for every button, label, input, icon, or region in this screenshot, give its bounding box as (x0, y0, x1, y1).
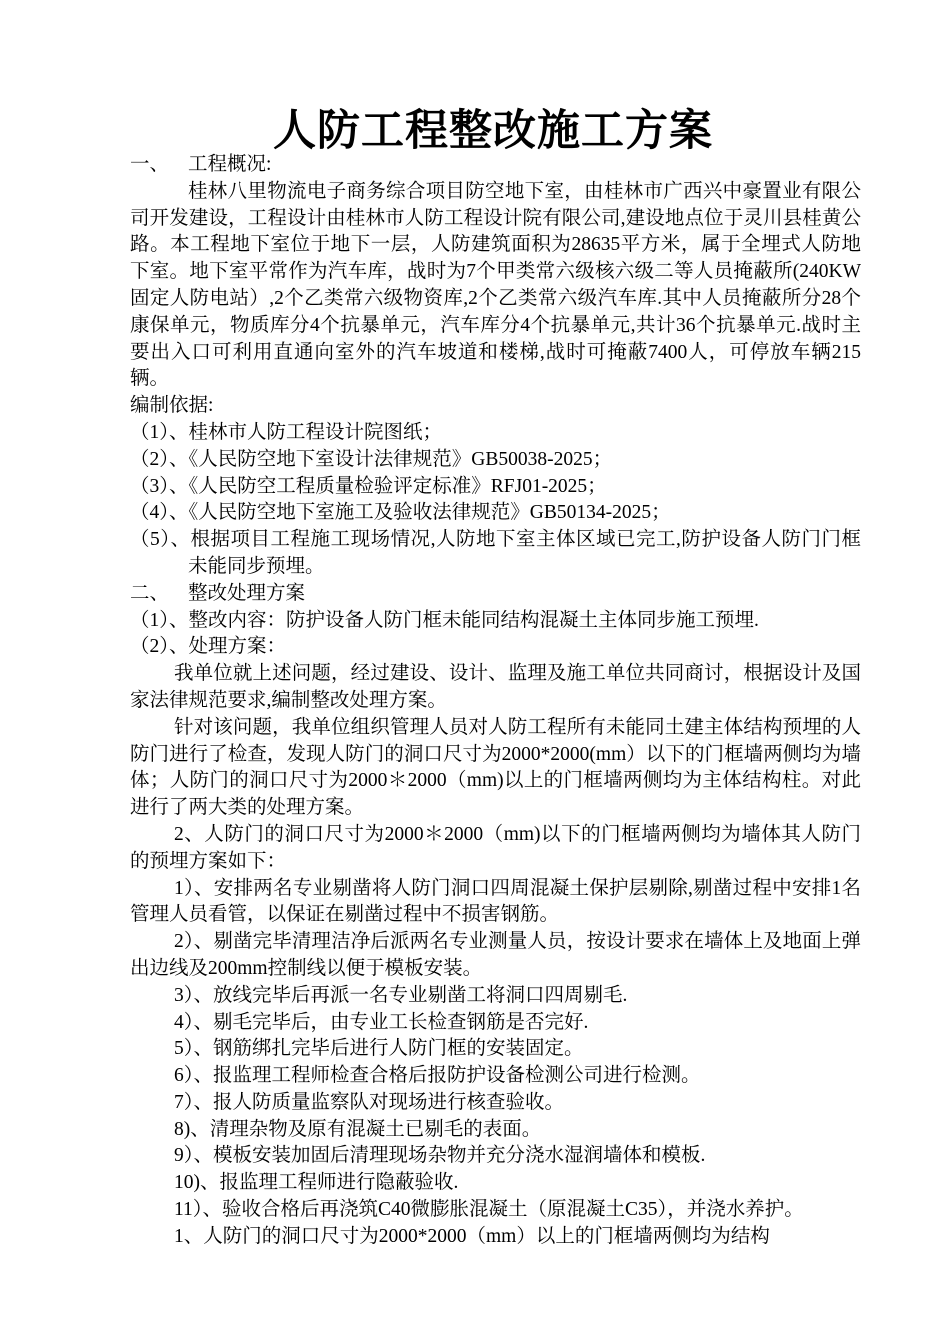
step-8: 8)、清理杂物及原有混凝土已剔毛的表面。 (174, 1118, 542, 1140)
section-2-title: 整改处理方案 (188, 582, 306, 604)
basis-item-5: （5）、根据项目工程施工现场情况,人防地下室主体区域已完工,防护设备人防门门框未能同步预埋。 (130, 529, 861, 577)
basis-item-1: （1）、桂林市人防工程设计院图纸； (130, 421, 443, 443)
overview-paragraph: 桂林八里物流电子商务综合项目防空地下室，由桂林市广西兴中豪置业有限公司开发建设，工程设计由桂林市人防工程设计院有限公司,建设地点位于灵川县桂黄公路。本工程地下室位于地下一层，人防建筑面积为28635平方米，属于全埋式人防地下室。地下室平常作为汽车库，战时为7个甲类常六级核六级二等人员掩蔽所(240KW固定人防电站）,2个乙类常六级物资库,2个乙类常六级汽车库.其中人员掩蔽所分28个康保单元，物质库分4个抗暴单元，汽车库分4个抗暴单元,共计36个抗暴单元.战时主要出入口可利用直通向室外的汽车坡道和楼梯,战时可掩蔽7400人，可停放车辆215辆。 (130, 180, 861, 390)
basis-item-3: （3）、《人民防空工程质量检验评定标准》RFJ01-2025； (130, 475, 607, 497)
section-1-heading (130, 152, 861, 179)
step-2: 2）、剔凿完毕清理洁净后派两名专业测量人员，按设计要求在墙体上及地面上弹出边线及200mm控制线以便于模板安装。 (130, 931, 861, 979)
step-1: 1）、安排两名专业剔凿将人防门洞口四周混凝土保护层剔除,剔凿过程中安排1名管理人员看管，以保证在剔凿过程中不损害钢筋。 (130, 877, 861, 926)
section-2-number: 二、 (130, 582, 170, 604)
paragraph-inspection: 针对该问题，我单位组织管理人员对人防工程所有未能同土建主体结构预埋的人防门进行了检查，发现人防门的洞口尺寸为2000*2000(mm）以下的门框墙两侧均为墙体；人防门的洞口尺寸为2000＊2000（mm)以上的门框墙两侧均为主体结构柱。对此进行了两大类的处理方案。 (130, 716, 861, 819)
step-7: 7）、报人防质量监察队对现场进行核查验收。 (174, 1091, 565, 1113)
section-1-number: 一、 (130, 154, 170, 175)
basis-heading: 编制依据: (130, 395, 214, 417)
step-4: 4）、剔毛完毕后，由专业工长检查钢筋是否完好. (174, 1011, 589, 1033)
paragraph-discussion: 我单位就上述问题，经过建设、设计、监理及施工单位共同商讨，根据设计及国家法律规范要求,编制整改处理方案。 (130, 663, 861, 711)
document-title: 人防工程整改施工方案 (273, 108, 713, 155)
basis-item-4: （4）、《人民防空地下室施工及验收法律规范》GB50134-2025； (130, 502, 671, 524)
step-11: 11）、验收合格后再浇筑C40微膨胀混凝土（原混凝土C35），并浇水养护。 (174, 1199, 804, 1221)
basis-item-2: （2）、《人民防空地下室设计法律规范》GB50038-2025； (130, 448, 613, 470)
step-9: 9）、模板安装加固后清理现场杂物并充分浇水湿润墙体和模板. (174, 1145, 706, 1167)
treatment-plan-item: （2）、处理方案： (130, 636, 287, 658)
step-10: 10)、报监理工程师进行隐蔽验收. (174, 1172, 459, 1194)
section-2-heading (130, 581, 861, 608)
document-body (130, 152, 861, 1251)
section-1-title: 工程概况: (188, 154, 272, 175)
step-3: 3）、放线完毕后再派一名专业剔凿工将洞口四周剔毛. (174, 984, 628, 1006)
step-5: 5）、钢筋绑扎完毕后进行人防门框的安装固定。 (174, 1038, 584, 1060)
paragraph-small-opening-plan: 2、人防门的洞口尺寸为2000＊2000（mm)以下的门框墙两侧均为墙体其人防门的预埋方案如下： (130, 823, 861, 872)
paragraph-large-opening: 1、人防门的洞口尺寸为2000*2000（mm）以上的门框墙两侧均为结构 (174, 1225, 770, 1247)
rectify-content-item: （1）、整改内容：防护设备人防门框未能同结构混凝土主体同步施工预埋. (130, 609, 759, 631)
step-6: 6）、报监理工程师检查合格后报防护设备检测公司进行检测。 (174, 1065, 701, 1087)
